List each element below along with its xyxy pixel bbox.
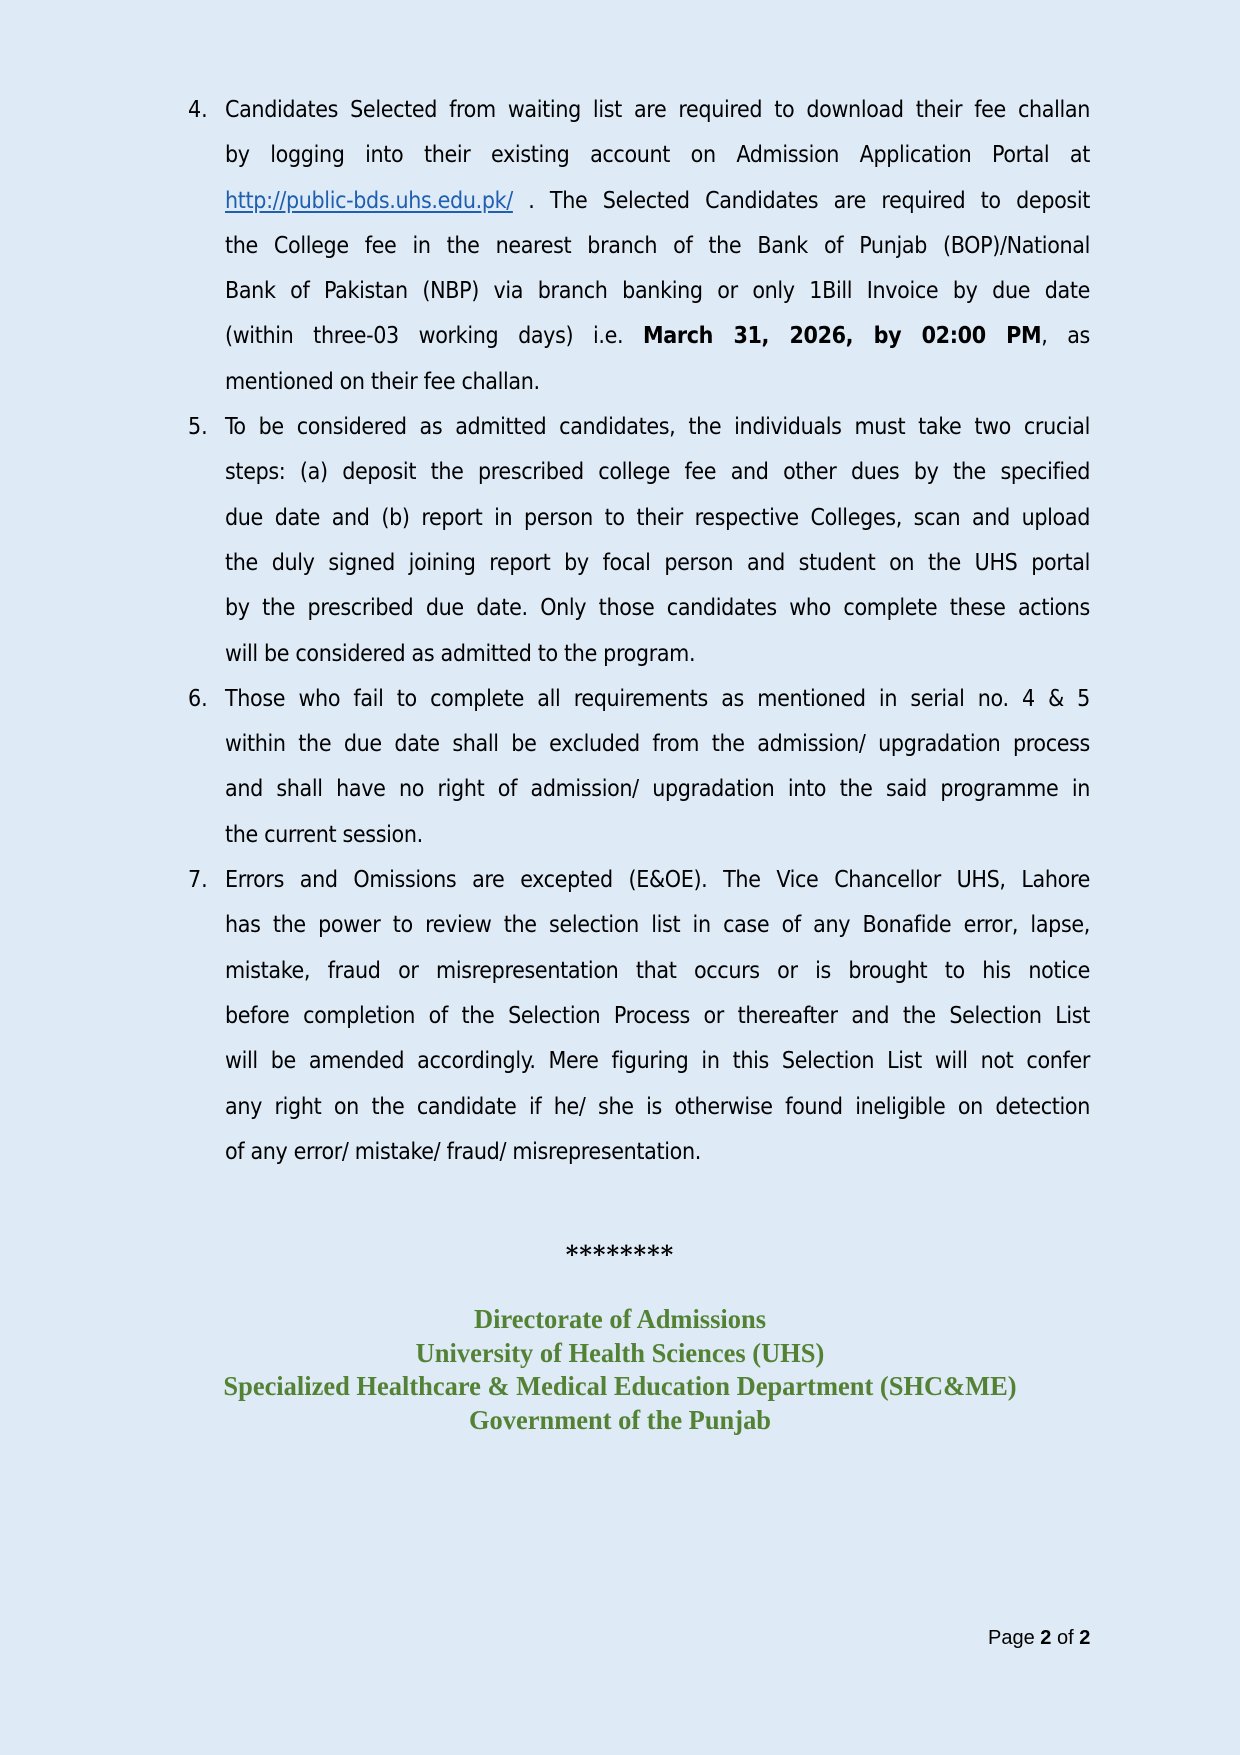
text-segment: the College fee in the nearest branch of the Bank of Punjab (BOP)/National [225, 232, 1090, 259]
text-line [225, 405, 1090, 450]
text-segment: Those who fail to complete all requirements as mentioned in serial no. 4 & 5 [225, 685, 1090, 712]
text-line [225, 541, 1090, 586]
text-segment: . The Selected Candidates are required to deposit [512, 187, 1090, 214]
text-line [225, 1130, 1090, 1175]
text-segment: the duly signed joining report by focal person and student on the UHS portal [225, 549, 1090, 576]
text-segment: steps: (a) deposit the prescribed college fee and other dues by the specified [225, 459, 1090, 486]
text-segment: (within three-03 working days) i.e. [225, 323, 644, 350]
signature-block [12, 1303, 1227, 1438]
text-line [225, 677, 1090, 722]
text-segment: will be amended accordingly. Mere figuring in this Selection List will not confer [225, 1048, 1090, 1075]
list-item-number: 5. [188, 414, 208, 441]
page-number-of: of [1051, 1627, 1080, 1649]
text-line [225, 496, 1090, 541]
signature-line-department: Specialized Healthcare & Medical Education Department (SHC&ME) [223, 1371, 1017, 1402]
signature-line-directorate: Directorate of Admissions [473, 1304, 767, 1334]
page-number-current: 2 [1040, 1627, 1052, 1649]
text-line [225, 224, 1090, 269]
text-line [225, 813, 1090, 858]
text-segment: mistake, fraud or misrepresentation that occurs or is brought to his notice [225, 957, 1090, 984]
text-line [225, 269, 1090, 314]
text-segment: by the prescribed due date. Only those candidates who complete these actions [225, 595, 1090, 622]
text-segment: within the due date shall be excluded from the admission/ upgradation process [225, 731, 1090, 758]
text-line [225, 949, 1090, 994]
text-line [225, 450, 1090, 495]
signature-line-government: Government of the Punjab [468, 1405, 772, 1436]
text-segment: will be considered as admitted to the program. [225, 640, 696, 667]
text-line [225, 1085, 1090, 1130]
numbered-list [0, 88, 1240, 1175]
text-segment: , as [1041, 323, 1090, 350]
text-segment: due date and (b) report in person to their respective Colleges, scan and upload [225, 504, 1090, 531]
text-segment: Candidates Selected from waiting list are required to download their fee challan [225, 97, 1090, 123]
list-item [0, 677, 1240, 858]
list-item-number: 4. [188, 97, 208, 123]
list-item [0, 858, 1240, 1175]
separator-asterisks: ******** [565, 1240, 675, 1269]
text-line [225, 88, 1090, 133]
text-line [225, 994, 1090, 1039]
text-line [225, 133, 1090, 178]
text-segment: any right on the candidate if he/ she is otherwise found ineligible on detection [225, 1093, 1090, 1120]
text-segment: the current session. [225, 821, 423, 848]
list-item [0, 405, 1240, 677]
text-segment: has the power to review the selection list in case of any Bonafide error, lapse, [225, 912, 1090, 939]
text-line [225, 903, 1090, 948]
text-segment: mentioned on their fee challan. [225, 368, 540, 395]
text-segment: before completion of the Selection Process or thereafter and the Selection List [225, 1002, 1090, 1029]
text-line [225, 360, 1090, 405]
signature-line-university: University of Health Sciences (UHS) [415, 1337, 825, 1368]
text-segment: of any error/ mistake/ fraud/ misrepresentation. [225, 1138, 701, 1165]
deadline-text: March 31, 2026, by 02:00 PM [643, 323, 1042, 350]
text-line [225, 722, 1090, 767]
text-segment: To be considered as admitted candidates, the individuals must take two crucial [225, 414, 1090, 441]
text-line [225, 314, 1090, 359]
portal-link[interactable]: http://public-bds.uhs.edu.pk/ [225, 187, 513, 214]
text-line [225, 767, 1090, 812]
text-line [225, 179, 1090, 224]
list-item-number: 7. [188, 867, 208, 894]
text-line [225, 1039, 1090, 1084]
text-segment: Bank of Pakistan (NBP) via branch banking or only 1Bill Invoice by due date [225, 278, 1090, 305]
list-item [0, 88, 1240, 405]
page-number-total: 2 [1079, 1627, 1091, 1649]
text-line [225, 632, 1090, 677]
text-line [225, 858, 1090, 903]
list-item-number: 6. [188, 685, 208, 712]
text-line [225, 586, 1090, 631]
page-number-prefix: Page [988, 1627, 1041, 1649]
text-segment: Errors and Omissions are excepted (E&OE). The Vice Chancellor UHS, Lahore [225, 867, 1090, 894]
text-segment: and shall have no right of admission/ upgradation into the said programme in [225, 776, 1090, 803]
text-segment: by logging into their existing account on Admission Application Portal at [225, 142, 1090, 169]
page-number [988, 1627, 1090, 1650]
